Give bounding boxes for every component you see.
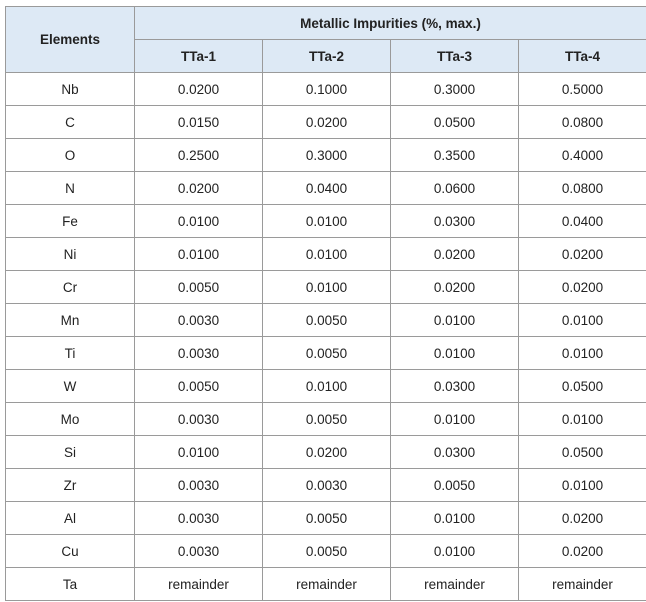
element-cell: W bbox=[6, 370, 135, 403]
value-cell: 0.0200 bbox=[519, 502, 646, 535]
value-cell: 0.0200 bbox=[391, 238, 519, 271]
value-cell: 0.0400 bbox=[263, 172, 391, 205]
value-cell: 0.0200 bbox=[519, 271, 646, 304]
value-cell: 0.0300 bbox=[391, 205, 519, 238]
value-cell: 0.0400 bbox=[519, 205, 646, 238]
table-row bbox=[6, 337, 646, 370]
element-cell: O bbox=[6, 139, 135, 172]
table-row bbox=[6, 205, 646, 238]
value-cell: 0.3500 bbox=[391, 139, 519, 172]
value-cell: remainder bbox=[519, 568, 646, 601]
table-row bbox=[6, 238, 646, 271]
value-cell: 0.0100 bbox=[519, 403, 646, 436]
value-cell: 0.0030 bbox=[135, 403, 263, 436]
value-cell: 0.0030 bbox=[263, 469, 391, 502]
value-cell: 0.0030 bbox=[135, 535, 263, 568]
value-cell: 0.0200 bbox=[135, 172, 263, 205]
value-cell: 0.3000 bbox=[263, 139, 391, 172]
value-cell: 0.0100 bbox=[519, 469, 646, 502]
grade-header: TTa-3 bbox=[391, 40, 519, 73]
grade-header: TTa-1 bbox=[135, 40, 263, 73]
element-cell: Cr bbox=[6, 271, 135, 304]
element-cell: Al bbox=[6, 502, 135, 535]
table-row bbox=[6, 304, 646, 337]
element-cell: Cu bbox=[6, 535, 135, 568]
table-row bbox=[6, 172, 646, 205]
table-row bbox=[6, 271, 646, 304]
element-cell: Ta bbox=[6, 568, 135, 601]
value-cell: 0.0100 bbox=[263, 271, 391, 304]
value-cell: remainder bbox=[263, 568, 391, 601]
value-cell: 0.0600 bbox=[391, 172, 519, 205]
value-cell: 0.0030 bbox=[135, 469, 263, 502]
value-cell: 0.0800 bbox=[519, 172, 646, 205]
value-cell: 0.0500 bbox=[519, 436, 646, 469]
element-cell: C bbox=[6, 106, 135, 139]
value-cell: 0.0200 bbox=[391, 271, 519, 304]
element-cell: Ni bbox=[6, 238, 135, 271]
value-cell: 0.0030 bbox=[135, 304, 263, 337]
table-row bbox=[6, 370, 646, 403]
value-cell: 0.0050 bbox=[391, 469, 519, 502]
value-cell: 0.0500 bbox=[391, 106, 519, 139]
value-cell: 0.0800 bbox=[519, 106, 646, 139]
value-cell: 0.0030 bbox=[135, 502, 263, 535]
value-cell: 0.0300 bbox=[391, 436, 519, 469]
table-row bbox=[6, 502, 646, 535]
value-cell: 0.0100 bbox=[263, 238, 391, 271]
value-cell: 0.0100 bbox=[391, 403, 519, 436]
value-cell: 0.0100 bbox=[135, 238, 263, 271]
value-cell: remainder bbox=[391, 568, 519, 601]
element-cell: Mn bbox=[6, 304, 135, 337]
element-cell: Ti bbox=[6, 337, 135, 370]
element-cell: Si bbox=[6, 436, 135, 469]
value-cell: 0.0100 bbox=[519, 337, 646, 370]
value-cell: 0.0050 bbox=[263, 502, 391, 535]
table-header bbox=[6, 7, 646, 73]
value-cell: 0.0100 bbox=[135, 205, 263, 238]
value-cell: 0.0200 bbox=[263, 436, 391, 469]
element-cell: Fe bbox=[6, 205, 135, 238]
value-cell: 0.0030 bbox=[135, 337, 263, 370]
value-cell: 0.3000 bbox=[391, 73, 519, 106]
table-body bbox=[6, 73, 646, 601]
table-row bbox=[6, 73, 646, 106]
value-cell: 0.0500 bbox=[519, 370, 646, 403]
value-cell: 0.5000 bbox=[519, 73, 646, 106]
value-cell: 0.0050 bbox=[263, 535, 391, 568]
element-cell: N bbox=[6, 172, 135, 205]
value-cell: 0.0200 bbox=[519, 535, 646, 568]
value-cell: 0.0100 bbox=[391, 502, 519, 535]
value-cell: 0.0050 bbox=[263, 304, 391, 337]
grade-header: TTa-4 bbox=[519, 40, 646, 73]
value-cell: 0.0100 bbox=[135, 436, 263, 469]
value-cell: 0.0100 bbox=[263, 370, 391, 403]
value-cell: 0.0150 bbox=[135, 106, 263, 139]
impurities-table bbox=[5, 6, 646, 601]
value-cell: 0.1000 bbox=[263, 73, 391, 106]
table-row bbox=[6, 568, 646, 601]
value-cell: 0.0050 bbox=[263, 337, 391, 370]
table-row bbox=[6, 535, 646, 568]
value-cell: 0.0100 bbox=[391, 304, 519, 337]
group-header: Metallic Impurities (%, max.) bbox=[135, 7, 646, 40]
element-cell: Nb bbox=[6, 73, 135, 106]
value-cell: 0.2500 bbox=[135, 139, 263, 172]
value-cell: 0.0200 bbox=[263, 106, 391, 139]
value-cell: 0.0100 bbox=[263, 205, 391, 238]
value-cell: 0.0200 bbox=[519, 238, 646, 271]
value-cell: 0.0050 bbox=[263, 403, 391, 436]
table-row bbox=[6, 403, 646, 436]
value-cell: 0.0100 bbox=[391, 535, 519, 568]
table-row bbox=[6, 106, 646, 139]
grade-header: TTa-2 bbox=[263, 40, 391, 73]
table-row bbox=[6, 469, 646, 502]
value-cell: 0.0100 bbox=[519, 304, 646, 337]
value-cell: 0.0300 bbox=[391, 370, 519, 403]
element-cell: Zr bbox=[6, 469, 135, 502]
table-row bbox=[6, 139, 646, 172]
value-cell: 0.0050 bbox=[135, 370, 263, 403]
value-cell: 0.0100 bbox=[391, 337, 519, 370]
value-cell: 0.0200 bbox=[135, 73, 263, 106]
value-cell: remainder bbox=[135, 568, 263, 601]
element-cell: Mo bbox=[6, 403, 135, 436]
value-cell: 0.0050 bbox=[135, 271, 263, 304]
table-row bbox=[6, 436, 646, 469]
elements-header: Elements bbox=[6, 7, 135, 73]
value-cell: 0.4000 bbox=[519, 139, 646, 172]
